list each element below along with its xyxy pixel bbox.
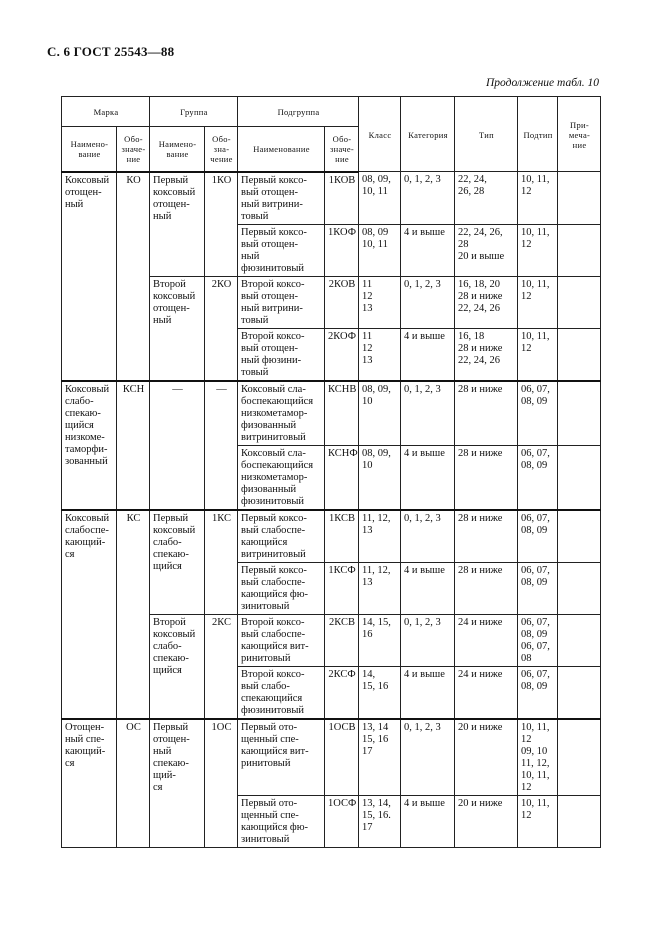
table-body: [62, 172, 601, 848]
tip-cell: 22, 24, 26, 28: [455, 172, 518, 225]
primechanie-cell: [558, 719, 601, 796]
tip-cell: 16, 18 28 и ниже 22, 24, 26: [455, 328, 518, 381]
kategoriya-cell: 0, 1, 2, 3: [401, 381, 455, 446]
podtip-cell: 06, 07, 08, 09: [518, 510, 558, 563]
header-gruppa: Группа: [150, 97, 238, 127]
table-row: [62, 381, 601, 446]
marka-name-cell: Отощен- ный спе- кающий- ся: [62, 719, 117, 848]
subgroup-code-cell: 2КСФ: [325, 666, 359, 719]
subgroup-name-cell: Второй коксо- вый отощен- ный витрини- товый: [238, 276, 325, 328]
primechanie-cell: [558, 328, 601, 381]
group-code-cell: 2КО: [205, 276, 238, 381]
podtip-cell: 06, 07, 08, 09: [518, 445, 558, 510]
subgroup-code-cell: 1КСФ: [325, 562, 359, 614]
marka-code-cell: КО: [117, 172, 150, 381]
subgroup-code-cell: 2КОВ: [325, 276, 359, 328]
klass-cell: 08, 09, 10: [359, 381, 401, 446]
header-primechanie: При- меча- ние: [558, 97, 601, 172]
podtip-cell: 10, 11, 12: [518, 224, 558, 276]
podtip-cell: 10, 11, 12: [518, 328, 558, 381]
tip-cell: 22, 24, 26, 28 20 и выше: [455, 224, 518, 276]
primechanie-cell: [558, 445, 601, 510]
group-code-cell: 1КС: [205, 510, 238, 615]
klass-cell: 11, 12, 13: [359, 562, 401, 614]
subgroup-name-cell: Первый коксо- вый отощен- ный витрини- товый: [238, 172, 325, 225]
header-tip: Тип: [455, 97, 518, 172]
marka-name-cell: Коксовый слабо- спекаю- щийся низкоме- таморфи- зованный: [62, 381, 117, 510]
marka-code-cell: КС: [117, 510, 150, 719]
coal-classification-table: [61, 96, 601, 848]
tip-cell: 20 и ниже: [455, 795, 518, 847]
klass-cell: 11 12 13: [359, 328, 401, 381]
header-podgruppa: Подгруппа: [238, 97, 359, 127]
primechanie-cell: [558, 510, 601, 563]
subgroup-name-cell: Второй коксо- вый слабоспе- кающийся вит- ринитовый: [238, 614, 325, 666]
tip-cell: 28 и ниже: [455, 562, 518, 614]
header-marka-naim: Наимено- вание: [62, 127, 117, 172]
kategoriya-cell: 4 и выше: [401, 224, 455, 276]
kategoriya-cell: 0, 1, 2, 3: [401, 614, 455, 666]
subgroup-code-cell: 1ОСВ: [325, 719, 359, 796]
subgroup-code-cell: КСНВ: [325, 381, 359, 446]
table-continuation-label: Продолжение табл. 10: [486, 77, 599, 89]
klass-cell: 14, 15, 16: [359, 666, 401, 719]
klass-cell: 08, 09 10, 11: [359, 224, 401, 276]
tip-cell: 28 и ниже: [455, 381, 518, 446]
podtip-cell: 10, 11, 12 09, 10 11, 12, 10, 11, 12: [518, 719, 558, 796]
tip-cell: 16, 18, 20 28 и ниже 22, 24, 26: [455, 276, 518, 328]
group-name-cell: Первый коксовый слабо- спекаю- щийся: [150, 510, 205, 615]
subgroup-name-cell: Коксовый сла- боспекающийся низкометамор- физованный витринитовый: [238, 381, 325, 446]
klass-cell: 11 12 13: [359, 276, 401, 328]
table-row: [62, 172, 601, 225]
subgroup-name-cell: Первый ото- щенный спе- кающийся фю- зинитовый: [238, 795, 325, 847]
podtip-cell: 06, 07, 08, 09 06, 07, 08: [518, 614, 558, 666]
podtip-cell: 10, 11, 12: [518, 276, 558, 328]
klass-cell: 08, 09, 10: [359, 445, 401, 510]
group-code-cell: 2КС: [205, 614, 238, 719]
marka-code-cell: КСН: [117, 381, 150, 510]
kategoriya-cell: 4 и выше: [401, 562, 455, 614]
header-gruppa-oboz: Обо- зна- чение: [205, 127, 238, 172]
table-row: [62, 510, 601, 563]
tip-cell: 28 и ниже: [455, 510, 518, 563]
subgroup-name-cell: Первый ото- щенный спе- кающийся вит- ринитовый: [238, 719, 325, 796]
klass-cell: 14, 15, 16: [359, 614, 401, 666]
group-name-cell: Второй коксовый слабо- спекаю- щийся: [150, 614, 205, 719]
primechanie-cell: [558, 381, 601, 446]
klass-cell: 13, 14, 15, 16. 17: [359, 795, 401, 847]
podtip-cell: 10, 11, 12: [518, 172, 558, 225]
subgroup-code-cell: 1КОВ: [325, 172, 359, 225]
subgroup-name-cell: Первый коксо- вый слабоспе- кающийся фю- зинитовый: [238, 562, 325, 614]
klass-cell: 13, 14 15, 16 17: [359, 719, 401, 796]
group-name-cell: Второй коксовый отощен- ный: [150, 276, 205, 381]
group-name-cell: —: [150, 381, 205, 510]
group-name-cell: Первый отощен- ный спекаю- щий- ся: [150, 719, 205, 848]
kategoriya-cell: 0, 1, 2, 3: [401, 276, 455, 328]
tip-cell: 20 и ниже: [455, 719, 518, 796]
subgroup-name-cell: Первый коксо- вый отощен- ный фюзинитовый: [238, 224, 325, 276]
podtip-cell: 06, 07, 08, 09: [518, 562, 558, 614]
page-title: С. 6 ГОСТ 25543—88: [47, 44, 175, 59]
subgroup-name-cell: Второй коксо- вый отощен- ный фюзини- товый: [238, 328, 325, 381]
header-gruppa-naim: Наимено- вание: [150, 127, 205, 172]
podtip-cell: 10, 11, 12: [518, 795, 558, 847]
kategoriya-cell: 0, 1, 2, 3: [401, 510, 455, 563]
tip-cell: 24 и ниже: [455, 614, 518, 666]
header-podtip: Подтип: [518, 97, 558, 172]
header-marka: Марка: [62, 97, 150, 127]
primechanie-cell: [558, 562, 601, 614]
kategoriya-cell: 4 и выше: [401, 666, 455, 719]
subgroup-name-cell: Коксовый сла- боспекающийся низкометамор- физованный фюзинитовый: [238, 445, 325, 510]
primechanie-cell: [558, 795, 601, 847]
kategoriya-cell: 4 и выше: [401, 445, 455, 510]
header-kategoriya: Категория: [401, 97, 455, 172]
podtip-cell: 06, 07, 08, 09: [518, 666, 558, 719]
klass-cell: 08, 09, 10, 11: [359, 172, 401, 225]
marka-name-cell: Коксовый отощен- ный: [62, 172, 117, 381]
subgroup-code-cell: 1КОФ: [325, 224, 359, 276]
subgroup-code-cell: 1ОСФ: [325, 795, 359, 847]
subgroup-code-cell: 2КОФ: [325, 328, 359, 381]
subgroup-code-cell: КСНФ: [325, 445, 359, 510]
kategoriya-cell: 4 и выше: [401, 795, 455, 847]
podtip-cell: 06, 07, 08, 09: [518, 381, 558, 446]
kategoriya-cell: 4 и выше: [401, 328, 455, 381]
marka-name-cell: Коксовый слабоспе- кающий- ся: [62, 510, 117, 719]
header-marka-oboz: Обо- значе- ние: [117, 127, 150, 172]
primechanie-cell: [558, 666, 601, 719]
primechanie-cell: [558, 172, 601, 225]
header-klass: Класс: [359, 97, 401, 172]
subgroup-code-cell: 1КСВ: [325, 510, 359, 563]
kategoriya-cell: 0, 1, 2, 3: [401, 719, 455, 796]
subgroup-name-cell: Второй коксо- вый слабо- спекающийся фюзинитовый: [238, 666, 325, 719]
table-row: [62, 719, 601, 796]
primechanie-cell: [558, 224, 601, 276]
group-name-cell: Первый коксовый отощен- ный: [150, 172, 205, 277]
group-code-cell: 1ОС: [205, 719, 238, 848]
group-code-cell: —: [205, 381, 238, 510]
klass-cell: 11, 12, 13: [359, 510, 401, 563]
header-podgruppa-oboz: Обо- значе- ние: [325, 127, 359, 172]
primechanie-cell: [558, 614, 601, 666]
tip-cell: 28 и ниже: [455, 445, 518, 510]
subgroup-code-cell: 2КСВ: [325, 614, 359, 666]
tip-cell: 24 и ниже: [455, 666, 518, 719]
group-code-cell: 1КО: [205, 172, 238, 277]
kategoriya-cell: 0, 1, 2, 3: [401, 172, 455, 225]
marka-code-cell: ОС: [117, 719, 150, 848]
header-podgruppa-naim: Наименование: [238, 127, 325, 172]
subgroup-name-cell: Первый коксо- вый слабоспе- кающийся витринитовый: [238, 510, 325, 563]
primechanie-cell: [558, 276, 601, 328]
